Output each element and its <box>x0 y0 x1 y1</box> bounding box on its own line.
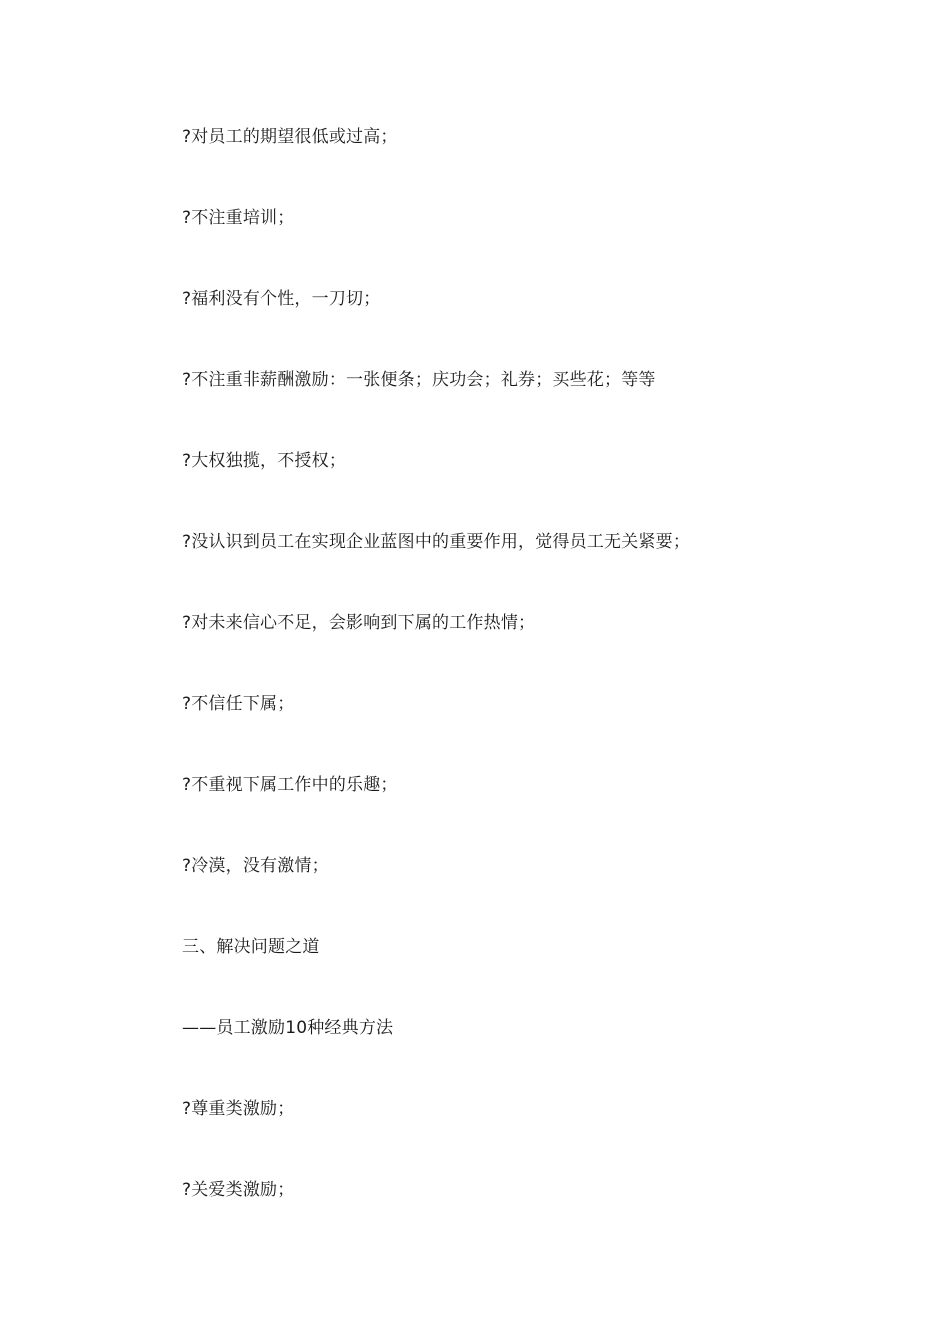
section-subheading: ——员工激励10种经典方法 <box>182 1018 394 1038</box>
text-line-no-delegation: ?大权独揽，不授权； <box>182 451 347 471</box>
text-line-benefits: ?福利没有个性，一刀切； <box>182 289 381 309</box>
text-line-no-training: ?不注重培训； <box>182 208 295 228</box>
text-line-no-fun: ?不重视下属工作中的乐趣； <box>182 775 398 795</box>
text-line-low-expectations: ?对员工的期望很低或过高； <box>182 127 398 147</box>
text-line-respect-incentive: ?尊重类激励； <box>182 1099 295 1119</box>
text-line-non-salary-incentive: ?不注重非薪酬激励：一张便条；庆功会；礼券；买些花；等等 <box>182 370 656 390</box>
text-line-distrust: ?不信任下属； <box>182 694 295 714</box>
text-line-employee-role: ?没认识到员工在实现企业蓝图中的重要作用，觉得员工无关紧要； <box>182 532 691 552</box>
text-line-care-incentive: ?关爱类激励； <box>182 1180 295 1200</box>
section-heading: 三、解决问题之道 <box>182 937 320 957</box>
text-line-indifference: ?冷漠，没有激情； <box>182 856 329 876</box>
text-line-lack-confidence: ?对未来信心不足，会影响到下属的工作热情； <box>182 613 536 633</box>
